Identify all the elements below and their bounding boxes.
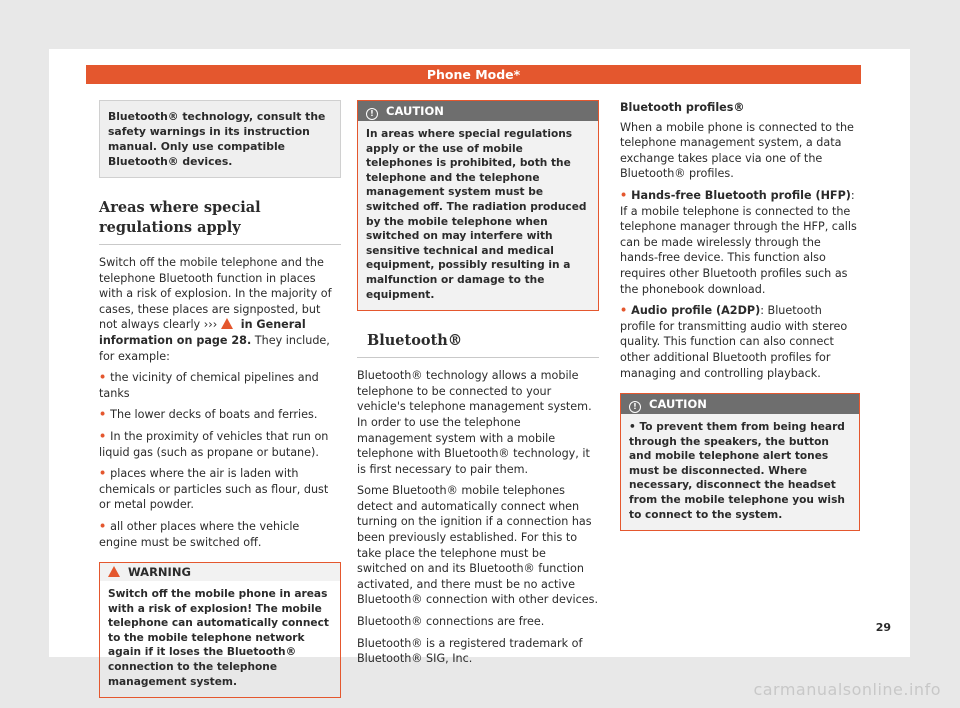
intro-end-text: They include, for example: xyxy=(99,333,330,363)
info-circle-icon: ! xyxy=(629,401,641,413)
caution-text: In areas where special regulations apply or the use of mobile telephones is prohibited, both the telephone and the telephone management system must be switched off. The radiation produced by the mobile telephone when switched on may interfere with sensitive technical and medical equipment, possibly resulting in a malfunction or damage to the equipment. xyxy=(358,121,598,310)
list-item xyxy=(99,519,341,550)
bullet-icon: • xyxy=(99,519,107,533)
note-box: Bluetooth® technology, consult the safety warnings in its instruction manual. Only use compatible Bluetooth® devices. xyxy=(99,100,341,178)
list-item-text: In the proximity of vehicles that run on liquid gas (such as propane or butane). xyxy=(99,429,329,459)
watermark: carmanualsonline.info xyxy=(753,680,941,699)
warning-header xyxy=(100,563,340,581)
caution-text: • To prevent them from being heard through the speakers, the button and mobile telephone alert tones must be disconnected. Where necessary, disconnect the headset from the mobile telephone you wish to connect to the system. xyxy=(621,414,859,530)
caution-title: CAUTION xyxy=(386,104,444,118)
list-item xyxy=(99,466,341,513)
warning-box xyxy=(99,562,341,698)
warning-icon xyxy=(108,566,120,577)
profile-text: : Bluetooth profile for transmitting audio with stereo quality. This function can also connect other additional Bluetooth profiles for managing and controlling playback. xyxy=(620,304,848,380)
profile-text: : If a mobile telephone is connected to the telephone manager through the HFP, calls can be made wirelessly through the hands-free device. This function also requires other Bluetooth profiles such as the phonebook download. xyxy=(620,188,857,296)
caution-header xyxy=(358,101,598,121)
caution-header xyxy=(621,394,859,414)
column-left xyxy=(99,100,341,698)
warning-title: WARNING xyxy=(128,565,191,580)
paragraph-3: Bluetooth® connections are free. xyxy=(357,615,545,629)
list-item xyxy=(620,303,860,381)
bullet-icon: • xyxy=(99,429,107,443)
bullet-icon: • xyxy=(99,467,107,481)
section-heading-special-regulations: Areas where special regulations apply xyxy=(99,198,341,245)
page-number: 29 xyxy=(875,621,891,634)
warning-triangle-icon xyxy=(221,318,233,329)
list-item xyxy=(99,407,341,423)
bullet-icon: • xyxy=(620,304,628,318)
bullet-icon: • xyxy=(99,408,107,422)
list-item xyxy=(99,429,341,460)
caution-title: CAUTION xyxy=(649,397,707,412)
bullet-icon: • xyxy=(99,371,107,385)
subheading-profiles: Bluetooth profiles® xyxy=(620,101,745,114)
list-item-text: The lower decks of boats and ferries. xyxy=(110,408,318,422)
caution-box-2 xyxy=(620,393,860,531)
paragraph-intro xyxy=(99,255,341,364)
paragraph-2: Some Bluetooth® mobile telephones detect and automatically connect when turning on the ignition if a connection has been previously established. For this to take place the telephone must be switched on and its Bluetooth® function activated, and there must be no active Bluetooth® connection with other devices. xyxy=(357,484,599,607)
info-circle-icon: ! xyxy=(366,108,378,120)
paragraph-profiles-intro: When a mobile phone is connected to the telephone management system, a data exchange takes place via one of the Bluetooth® profiles. xyxy=(620,120,854,181)
caution-text-content: To prevent them from being heard through the speakers, the button and mobile telephone alert tones must be disconnected. Where necessary, disconnect the headset from the mobile telephone you wish to connect to the system. xyxy=(629,421,845,521)
list-item xyxy=(620,188,860,297)
list-item-text: all other places where the vehicle engine must be switched off. xyxy=(99,519,300,549)
section-heading-bluetooth: Bluetooth® xyxy=(357,331,599,358)
chapter-header: Phone Mode* xyxy=(86,65,861,84)
column-right xyxy=(620,100,860,541)
caution-box xyxy=(357,100,599,311)
list-item-text: the vicinity of chemical pipelines and tanks xyxy=(99,371,319,400)
list-item-text: places where the air is laden with chemicals or particles such as flour, dust or metal powder. xyxy=(99,467,329,512)
profile-name: Hands-free Bluetooth profile (HFP) xyxy=(631,188,851,202)
column-middle xyxy=(357,100,599,673)
bullet-icon: • xyxy=(620,188,628,202)
ref-arrows[interactable]: ››› xyxy=(203,318,218,332)
warning-text: Switch off the mobile phone in areas with a risk of explosion! The mobile telephone can automatically connect to the mobile telephone network again if it loses the Bluetooth® connection to the telephone management system. xyxy=(108,588,329,688)
paragraph-1: Bluetooth® technology allows a mobile telephone to be connected to your vehicle's telephone management system. In order to use the telephone management system with a mobile telephone with Bluetooth® technology, it is first necessary to pair them. xyxy=(357,369,592,476)
profile-name: Audio profile (A2DP) xyxy=(631,304,761,318)
paragraph-4: Bluetooth® is a registered trademark of Bluetooth® SIG, Inc. xyxy=(357,636,583,666)
list-item xyxy=(99,370,341,401)
intro-text: Switch off the mobile telephone and the telephone Bluetooth function in places with a risk of explosion. In the majority of cases, these places are signposted, but not always clearly xyxy=(99,256,332,332)
page-reference-link[interactable]: in General information on page 28. xyxy=(99,318,306,347)
